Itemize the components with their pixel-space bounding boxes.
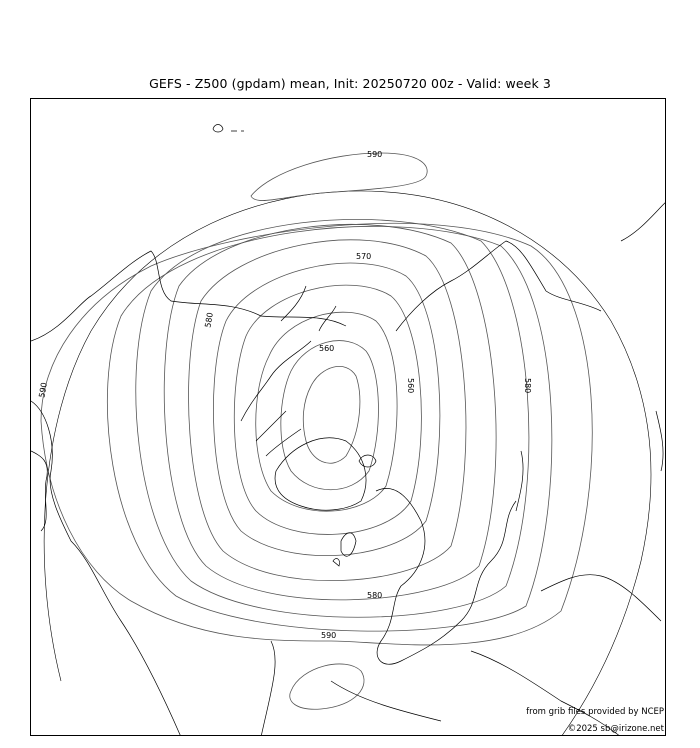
coastline-small-island (213, 125, 244, 133)
contour-540 (281, 341, 379, 490)
coastline-iceland (359, 455, 376, 467)
contour-590 (41, 223, 592, 645)
contour-590-closed-bottom (290, 664, 364, 709)
contour-560 (234, 285, 421, 534)
coastline-alaska (31, 451, 47, 531)
contour-570 (189, 240, 466, 581)
map-canvas (31, 99, 666, 736)
latitude-circle (44, 191, 651, 736)
contour-585 (107, 226, 551, 631)
map-frame (30, 98, 666, 736)
coastline-uk (333, 533, 356, 566)
contour-label-560-right: 560 (406, 378, 415, 394)
contour-label-580-right: 580 (523, 378, 532, 394)
contour-label-590-bottom: 590 (321, 631, 337, 640)
credit-data-source: from grib files provided by NCEP (526, 707, 664, 717)
contour-label-580-bottom: 580 (367, 591, 383, 600)
contour-label-570: 570 (356, 252, 372, 261)
contour-575 (164, 224, 496, 599)
coastline-arctic-islands (241, 286, 336, 456)
contour-label-580-left: 580 (203, 311, 215, 329)
contour-label-560: 560 (319, 344, 335, 353)
credit-author: ©2025 sb@irizone.net (567, 724, 664, 734)
contour-label-590-left: 590 (37, 381, 49, 399)
map-title: GEFS - Z500 (gpdam) mean, Init: 20250720 00z - Valid: week 3 (149, 76, 551, 91)
coastline-siberia (396, 201, 666, 331)
contour-580 (136, 219, 529, 617)
coastline-greenland (275, 438, 366, 510)
coastline-east-asia (516, 411, 663, 511)
coastline-europe (376, 488, 516, 664)
contour-label-590-top: 590 (367, 150, 383, 159)
contour-530 (303, 366, 360, 463)
